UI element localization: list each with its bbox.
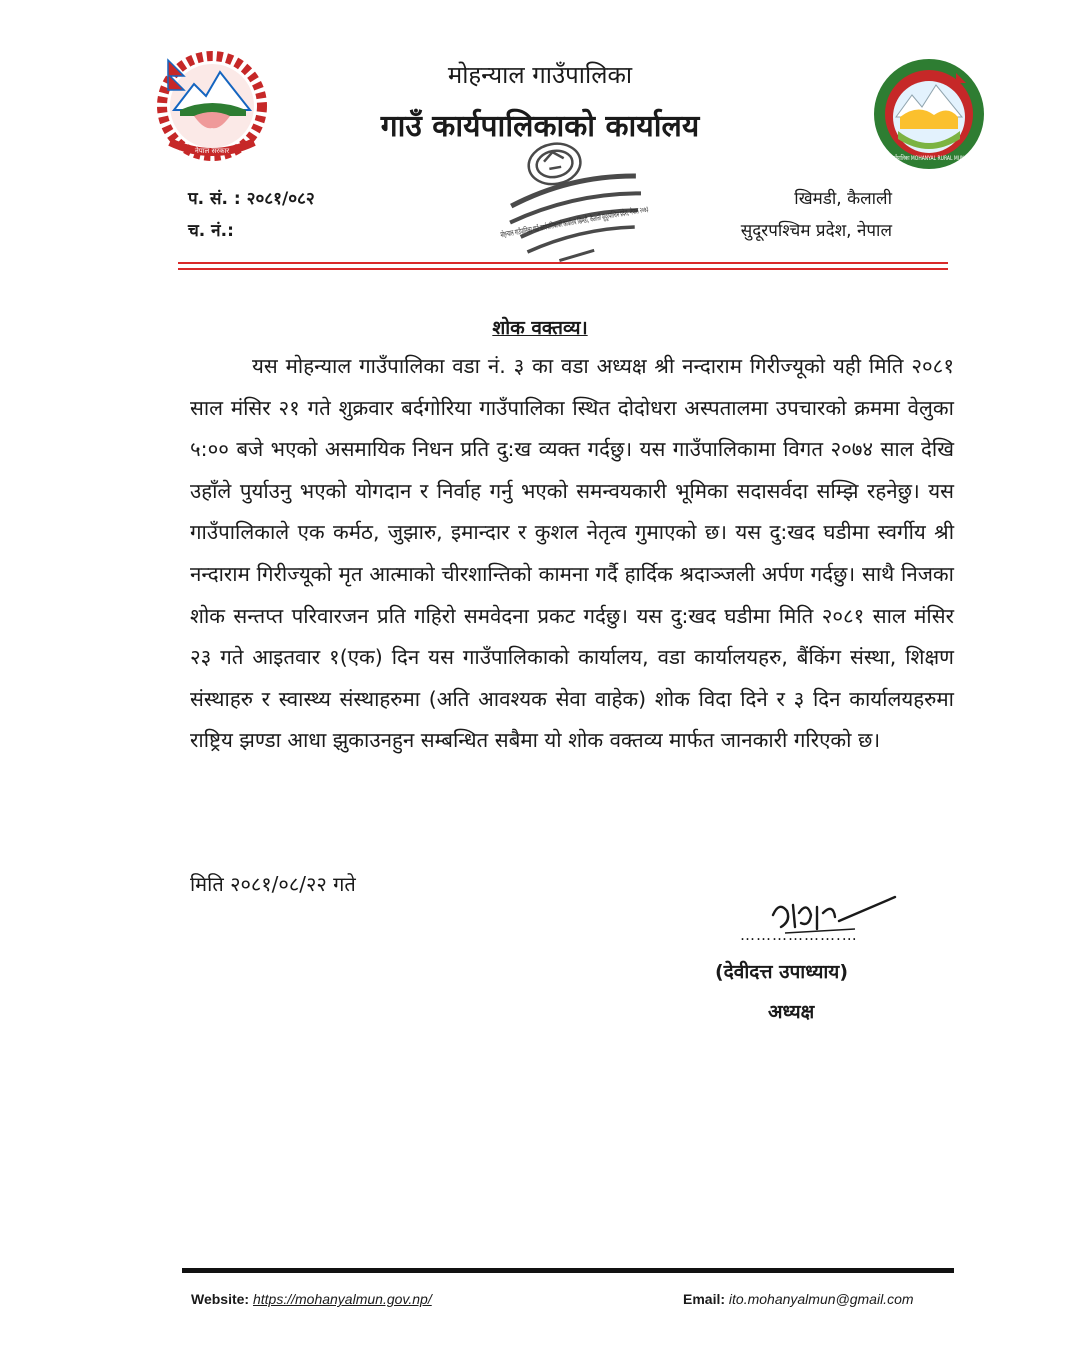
- municipality-name: मोहन्याल गाउँपालिका: [447, 61, 633, 89]
- signature-dots: ……………….…: [740, 926, 858, 944]
- left-emblem-caption: नेपाल सरकार: [194, 147, 230, 155]
- stamp-text-layer: [498, 180, 787, 260]
- dispatch-number: [188, 218, 234, 241]
- website-label: Website:: [191, 1291, 250, 1307]
- header-rule-bottom: [178, 268, 948, 270]
- reference-number: [188, 186, 315, 209]
- ps-label: प. सं. :: [188, 189, 241, 209]
- address-line-1: खिमडी, कैलाली: [794, 189, 892, 209]
- address-line-2: सुदूरपश्चिम प्रदेश, नेपाल: [740, 221, 892, 241]
- subject-text: शोक वक्तव्य।: [492, 317, 588, 339]
- signatory-name: (देवीदत्त उपाध्याय): [715, 961, 849, 983]
- cn-label: च. नं.:: [188, 221, 234, 241]
- footer-rule: [182, 1268, 954, 1273]
- ps-value: २०८१/०८२: [246, 189, 315, 209]
- footer-website: [191, 1291, 432, 1307]
- website-link[interactable]: https://mohanyalmun.gov.np/: [252, 1291, 432, 1307]
- header-rule-top: [178, 262, 948, 264]
- subject-heading: [0, 314, 1080, 340]
- email-address[interactable]: ito.mohanyalmun@gmail.com: [728, 1291, 914, 1307]
- date-line: मिति २०८१/०८/२२ गते: [190, 872, 356, 896]
- right-emblem-caption: मोहन्याल गाउँपालिका MOHANYAL RURAL MUNICIPALITY: [875, 154, 986, 162]
- signatory-title: अध्यक्ष: [768, 1001, 815, 1023]
- right-emblem-text-layer: [872, 150, 988, 164]
- condolence-body: यस मोहन्याल गाउँपालिका वडा नं. ३ का वडा अध्यक्ष श्री नन्दाराम गिरीज्यूको यही मिति २०८१ साल मंसिर २१ गते शुक्रवार बर्दगोरिया गाउँपालिका स्थित दोदोधरा अस्पतालमा उपचारको क्रममा वेलुका ५:०० बजे भएको असमायिक निधन प्रति दु:ख व्यक्त गर्दछु। यस गाउँपालिकामा विगत २०७४ साल देखि उहाँले पुर्याउनु भएको योगदान र निर्वाह गर्नु भएको समन्वयकारी भूमिका सदासर्वदा सम्झि रहनेछु। यस गाउँपालिकाले एक कर्मठ, जुझारु, इमान्दार र कुशल नेतृत्व गुमाएको छ। यस दु:खद घडीमा स्वर्गीय श्री नन्दाराम गिरीज्यूको मृत आत्माको चीरशान्तिको कामना गर्दै हार्दिक श्रदाञ्जली अर्पण गर्दछु। साथै निजका शोक सन्तप्त परिवारजन प्रति गहिरो समवेदना प्रकट गर्दछु। यस दु:खद घडीमा मिति २०८१ साल मंसिर २३ गते आइतवार १(एक) दिन यस गाउँपालिकाको कार्यालय, वडा कार्यालयहरु, बैंकिंग संस्था, शिक्षण संस्थाहरु र स्वास्थ्य संस्थाहरुमा (अति आवश्यक सेवा वाहेक) शोक विदा दिने र ३ दिन कार्यालयहरुमा राष्ट्रिय झण्डा आधा झुकाउनहुन सम्बन्धित सबैमा यो शोक वक्तव्य मार्फत जानकारी गरिएको छ।: [190, 354, 954, 753]
- email-label: Email:: [683, 1291, 726, 1307]
- stamp-text: मोहन्याल गाउँपालिका गाउँ कार्यपालिकाको कार्यालय खिमडी, कैलाली सुदूरपश्चिम प्रदेश, नेपाल २०७३: [499, 180, 787, 240]
- footer-email: [683, 1291, 914, 1307]
- office-title: गाउँ कार्यपालिकाको कार्यालय: [380, 109, 700, 144]
